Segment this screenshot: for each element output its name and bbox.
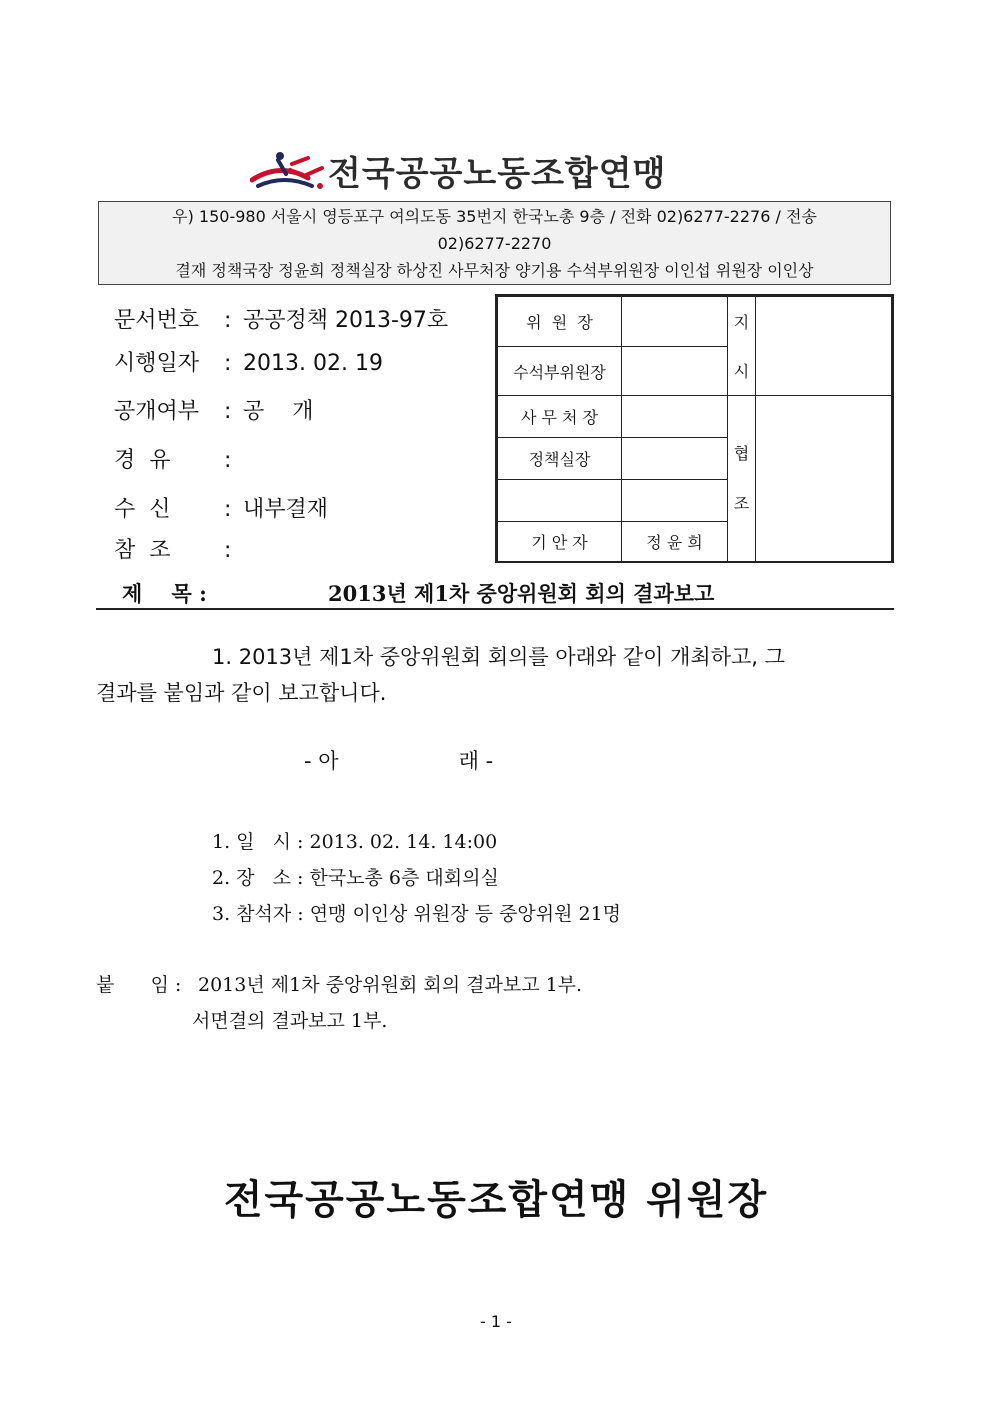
cooperation-box [756, 396, 892, 562]
body-paragraph-line2: 결과를 붙임과 같이 보고합니다. [96, 681, 387, 705]
body-paragraph-line1: 1. 2013년 제1차 중앙위원회 회의를 아래와 같이 개최하고, 그 [212, 645, 785, 669]
recipient-label: 수 신 [114, 497, 171, 522]
date-row: 시행일자 : 2013. 02. 19 [114, 346, 383, 377]
recipient-value: 내부결재 [243, 497, 329, 522]
date-value: 2013. 02. 19 [243, 351, 383, 376]
instruction-label: 시 [728, 347, 756, 396]
list-item-location: 2. 장 소 : 한국노총 6층 대회의실 [212, 867, 499, 889]
doc-number-value: 공공정책 2013-97호 [243, 308, 449, 333]
disclosure-label: 공개여부 [114, 399, 200, 424]
disclosure-row: 공개여부 : 공 개 [114, 394, 313, 425]
instruction-box [756, 297, 892, 396]
approver-role-policy-director: 정책실장 [498, 438, 622, 480]
below-heading: - 아 래 - [304, 749, 494, 773]
drafter-name: 정 윤 희 [622, 522, 728, 562]
subject-value: 2013년 제1차 중앙위원회 회의 결과보고 [328, 581, 715, 606]
instruction-label: 지 [728, 297, 756, 347]
approver-sign-box [622, 396, 728, 438]
address-box [98, 201, 891, 285]
org-name: 전국공공노동조합연맹 [328, 154, 667, 194]
contact-fax: 02)6277-2270 [437, 234, 552, 253]
list-item-attendees: 3. 참석자 : 연맹 이인상 위원장 등 중앙위원 21명 [212, 903, 622, 925]
via-label: 경 유 [114, 448, 171, 473]
recipient-row: 수 신 : 내부결재 [114, 492, 328, 523]
org-header [250, 146, 750, 196]
address-line: 우) 150-980 서울시 영등포구 여의도동 35번지 한국노총 9층 / 전화 02)6277-2276 / 전송 [172, 207, 817, 226]
union-logo-icon [250, 148, 330, 194]
attachment-label: 붙 임 : [96, 974, 182, 996]
approver-sign-box [622, 347, 728, 396]
approval-line: 결재 정책국장 정윤희 정책실장 하상진 사무처장 양기용 수석부위원장 이인섭 위원장 이인상 [175, 261, 814, 280]
page-number: - 1 - [480, 1312, 512, 1331]
approver-role-secretary-general: 사 무 처 장 [498, 396, 622, 438]
signature-title: 전국공공노동조합연맹 위원장 [223, 1177, 769, 1223]
approver-role-chairman: 위 원 장 [498, 297, 622, 347]
doc-number-row: 문서번호 : 공공정책 2013-97호 [114, 303, 448, 334]
cooperation-label: 협 조 [728, 396, 756, 562]
disclosure-value: 공 개 [243, 399, 314, 424]
attachment-item: 서면결의 결과보고 1부. [192, 1010, 388, 1032]
approver-sign-box [622, 480, 728, 522]
subject-row [96, 570, 894, 610]
approver-sign-box [622, 438, 728, 480]
approval-table [495, 294, 894, 563]
approver-sign-box [622, 297, 728, 347]
subject-label: 제 목 : [122, 581, 207, 606]
attachment-item: 2013년 제1차 중앙위원회 회의 결과보고 1부. [198, 974, 583, 996]
doc-number-label: 문서번호 [114, 308, 200, 333]
drafter-label: 기 안 자 [498, 522, 622, 562]
date-label: 시행일자 [114, 351, 200, 376]
approver-role-empty [498, 480, 622, 522]
via-row: 경 유 : [114, 443, 236, 474]
list-item-datetime: 1. 일 시 : 2013. 02. 14. 14:00 [212, 831, 498, 853]
reference-row: 참 조 : [114, 533, 236, 564]
approver-role-senior-vice: 수석부위원장 [498, 347, 622, 396]
reference-label: 참 조 [114, 538, 171, 563]
